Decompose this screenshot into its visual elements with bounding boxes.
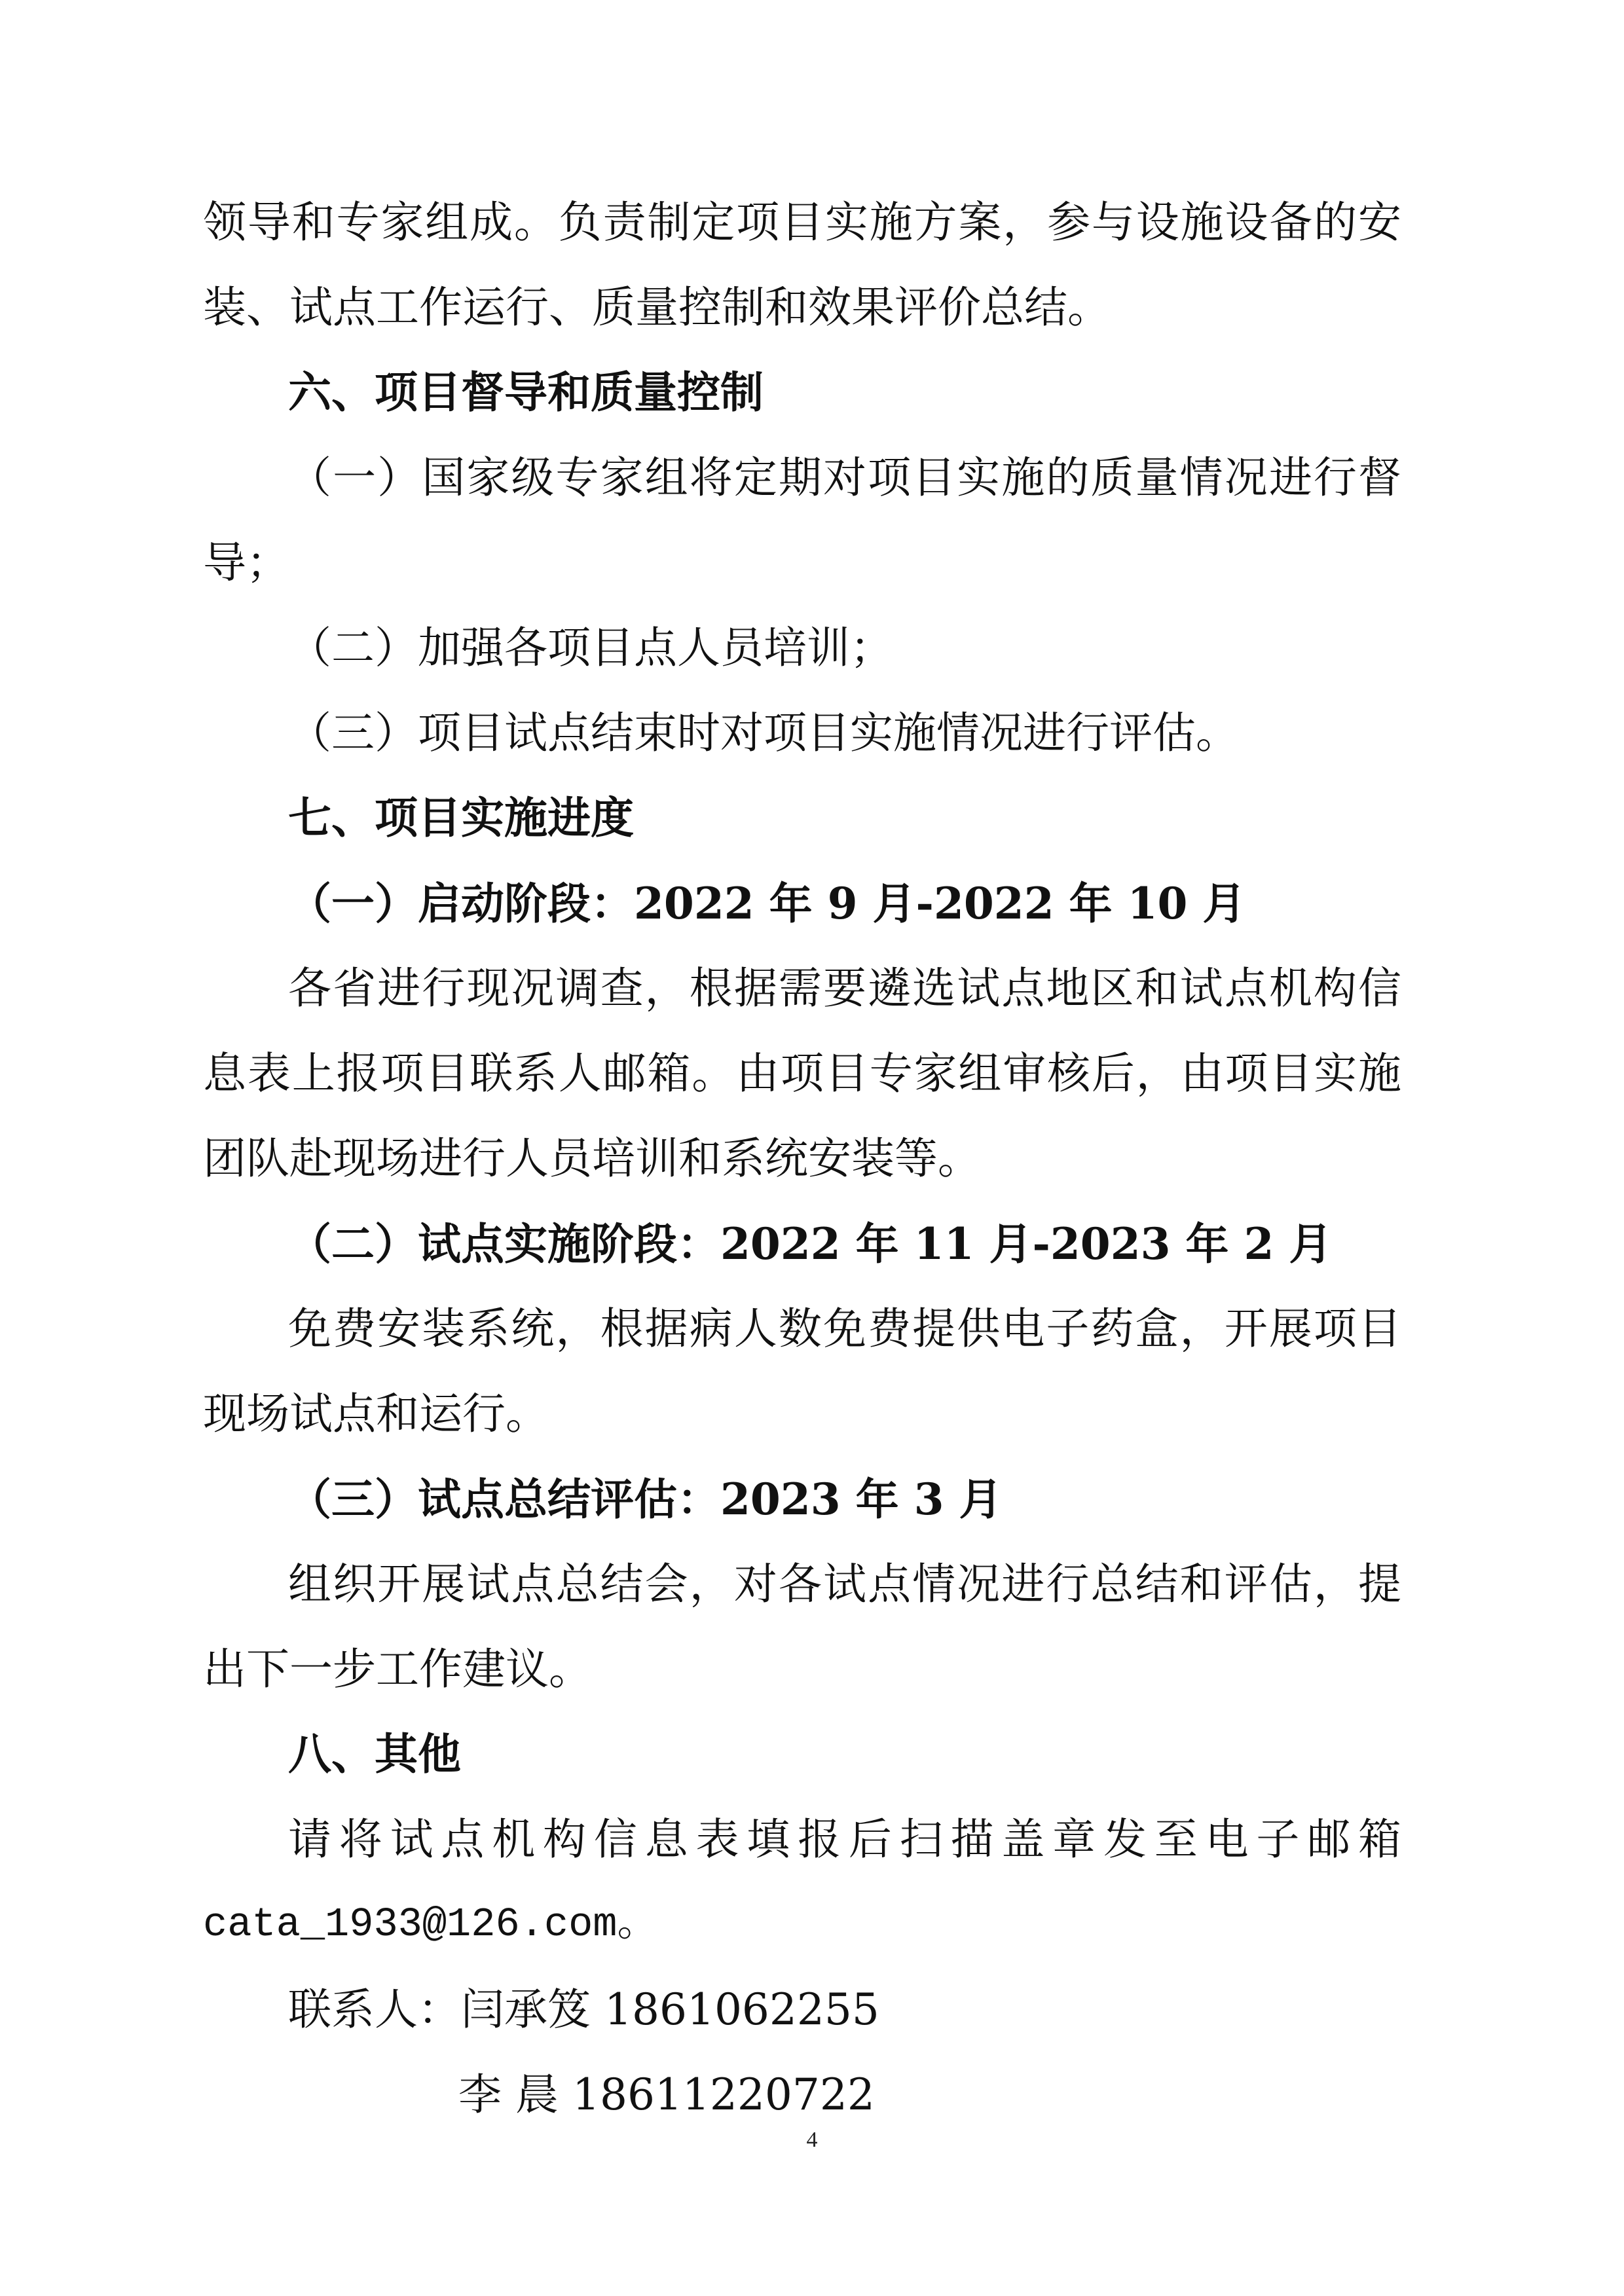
paragraph-line: 装、试点工作运行、质量控制和效果评价总结。 — [203, 282, 1111, 333]
contact-line: 联系人：闫承笈 1861062255 — [288, 1984, 879, 2035]
paragraph-line: 现场试点和运行。 — [203, 1389, 549, 1439]
contact-line: 李 晨 18611220722 — [458, 2069, 875, 2120]
paragraph-line: 请将试点机构信息表填报后扫描盖章发至电子邮箱 — [288, 1814, 1401, 1865]
paragraph-line: 息表上报项目联系人邮箱。由项目专家组审核后，由项目实施 — [203, 1048, 1401, 1099]
paragraph-line: 各省进行现况调查，根据需要遴选试点地区和试点机构信 — [288, 963, 1401, 1013]
subheading: （一）启动阶段：2022 年 9 月-2022 年 10 月 — [288, 878, 1246, 929]
paragraph-line: 组织开展试点总结会，对各试点情况进行总结和评估，提 — [288, 1559, 1401, 1609]
paragraph-line: 导； — [203, 538, 289, 588]
paragraph-line: 团队赴现场进行人员培训和系统安装等。 — [203, 1133, 981, 1184]
subheading: （三）试点总结评估：2023 年 3 月 — [288, 1474, 1003, 1525]
list-item: （一）国家级专家组将定期对项目实施的质量情况进行督 — [288, 452, 1401, 503]
section-heading-6: 六、项目督导和质量控制 — [288, 367, 764, 418]
section-heading-7: 七、项目实施进度 — [288, 793, 634, 843]
email-address: cata_1933@126.com。 — [203, 1901, 658, 1948]
paragraph-line: 免费安装系统，根据病人数免费提供电子药盒，开展项目 — [288, 1303, 1401, 1354]
list-item: （三）项目试点结束时对项目实施情况进行评估。 — [288, 708, 1239, 758]
paragraph-line: 领导和专家组成。负责制定项目实施方案，参与设施设备的安 — [203, 197, 1401, 247]
subheading: （二）试点实施阶段：2022 年 11 月-2023 年 2 月 — [288, 1218, 1333, 1269]
page-number: 4 — [806, 2128, 818, 2152]
list-item: （二）加强各项目点人员培训； — [288, 623, 893, 673]
paragraph-line: 出下一步工作建议。 — [203, 1644, 592, 1694]
section-heading-8: 八、其他 — [288, 1729, 461, 1779]
